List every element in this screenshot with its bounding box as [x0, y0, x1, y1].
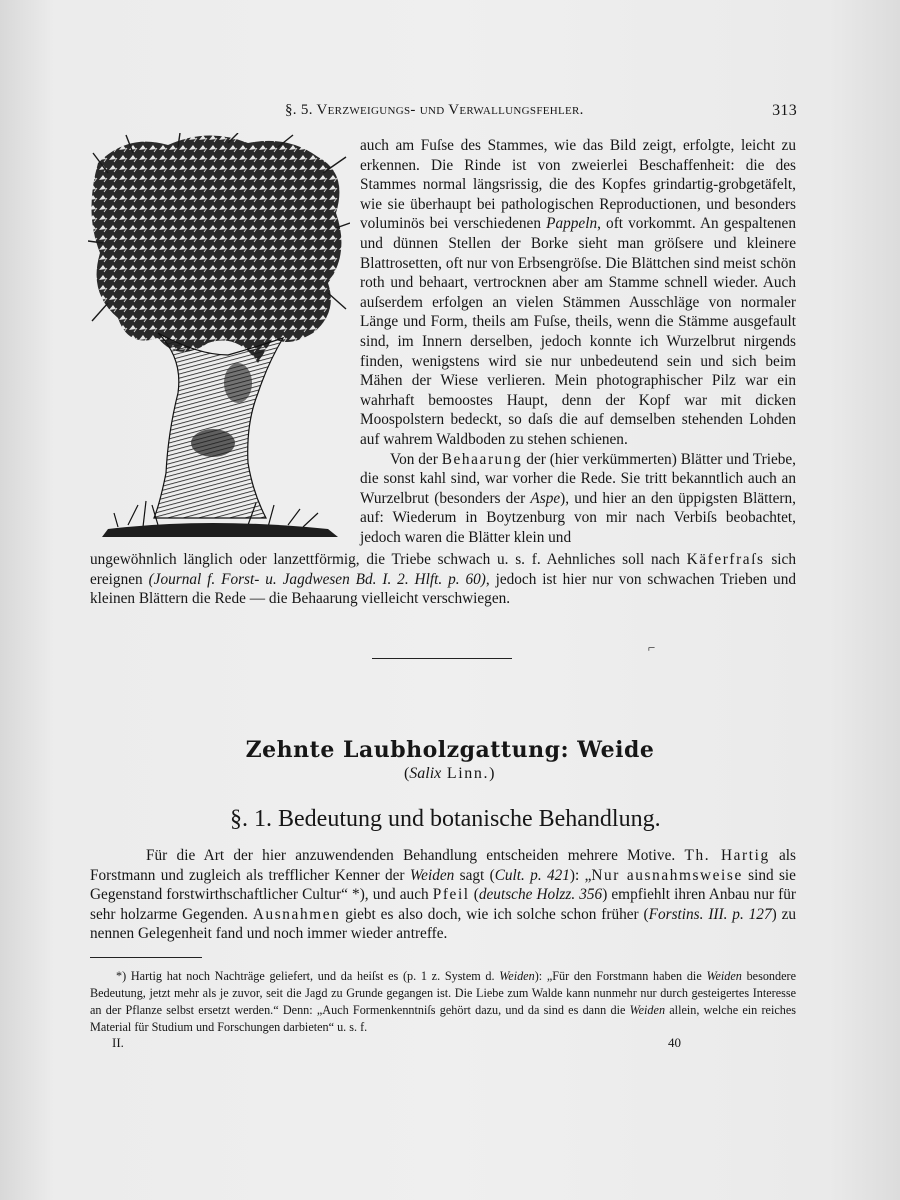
footnote: *) Hartig hat noch Nachträge geliefert, und da heiſst es (p. 1 z. System d. Weiden): „Für den Forstmann haben die Weiden besondere Bedeutung, jetzt mehr als je zuvor, seit die Jagd zu Grunde gegangen ist. Die Liebe zum Walde kann nunmehr nur durch gesteigertes Interesse an der Pflanze selbst ersetzt werden.“ Denn: „Auch Formenkenntniſs gehört dazu, und da sind es dann die Weiden allein, welche ein reiches Material für Studium und Forschungen darbieten“ u. s. f. — [90, 969, 796, 1034]
wrapped-paragraphs — [360, 136, 796, 547]
signature-number: 40 — [668, 1035, 681, 1050]
chapter-title: Zehnte Laubholzgattung: Weide — [245, 737, 655, 763]
footnote-rule — [90, 957, 202, 958]
willow-crown — [91, 135, 341, 363]
print-mark: ⌐ — [648, 640, 656, 655]
running-header-title: §. 5. Verzweigungs- und Verwallungsfehler. — [285, 102, 584, 118]
section-heading: §. 1. Bedeutung und botanische Behandlung. — [230, 806, 661, 832]
paragraph-hairiness: Von der Behaarung der (hier verkümmerten) Blätter und Triebe, die sonst kahl sind, war vorher die Rede. Sie tritt bekanntlich auch an Wurzelbrut (besonders der Aspe), und hier an den üppigsten Blättern, auf: Wiederum in Boytzenburg von mir nach Verbiſs beobachtet, jedoch waren die Blätter klein und — [360, 450, 796, 546]
willow-trunk — [154, 333, 283, 518]
paragraph-bark-description: auch am Fuſse des Stammes, wie das Bild zeigt, erfolgte, leicht zu erkennen. Die Rinde ist von zweierlei Beschaffenheit: die des Stammes normal längsrissig, die des Kopfes grindartig-grobgetäfelt, wie sie überhaupt bei pathologischen Reproductionen, und besonders voluminös bei verschiedenen Pappeln, oft vorkommt. An gespaltenen und dünnen Stellen der Borke sieht man gröſsere und kleinere Blattrosetten, oft nur von Erbsengröſse. Die Blättchen sind meist schön roth und behaart, vertrocknen aber am Stamme schnell wieder. Auch auſserdem erfolgen an vielen Stämmen Ausschläge von normaler Länge und Form, theils am Fuſse, theils, wenn die Stämme ausgefault sind, im Innern derselben, jedoch konnte ich Wurzelbrut nirgends finden, wenigstens wird sie nur unbedeutend sein und sich beim Mähen der Wiese verlieren. Mein photographischer Pilz war ein wahrhaft bemoostes Haupt, denn der Kopf war mit dicken Moospolstern bedeckt, so daſs die auf demselben stehenden Lohden auf wahrem Waldboden zu stehen schienen. — [360, 137, 796, 448]
section-divider — [372, 658, 512, 659]
chapter-subtitle: (Salix Linn.) — [403, 765, 497, 782]
page-number: 313 — [772, 102, 797, 119]
running-header — [285, 102, 797, 124]
section-body — [90, 846, 796, 944]
signature-mark: II. — [112, 1035, 124, 1050]
paragraph-motives: Für die Art der hier anzuwendenden Behandlung entscheiden mehrere Motive. Th. Hartig als Forstmann und zugleich als trefflicher Kenner der Weiden sagt (Cult. p. 421): „Nur ausnahmsweise sind sie Gegenstand forstwirthschaftlicher Cultur“ *), und auch Pfeil (deutsche Holzz. 356) empfiehlt ihren Anbau nur für sehr holzarme Gegenden. Ausnahmen giebt es also doch, wie ich solche schon früher (Forstins. III. p. 127) zu nennen Gelegenheit fand und noch immer wieder antreffe. — [90, 847, 797, 943]
paragraph-continuation: ungewöhnlich länglich oder lanzettförmig, die Triebe schwach u. s. f. Aehnliches soll nach Käferfraſs sich ereignen (Journal f. Forst- u. Jagdwesen Bd. I. 2. Hlft. p. 60), jedoch ist hier nur von schwachen Trieben und kleinen Blättern die Rede — die Behaarung vielleicht verschwiegen. — [90, 551, 797, 608]
pollard-willow-engraving — [88, 133, 350, 543]
